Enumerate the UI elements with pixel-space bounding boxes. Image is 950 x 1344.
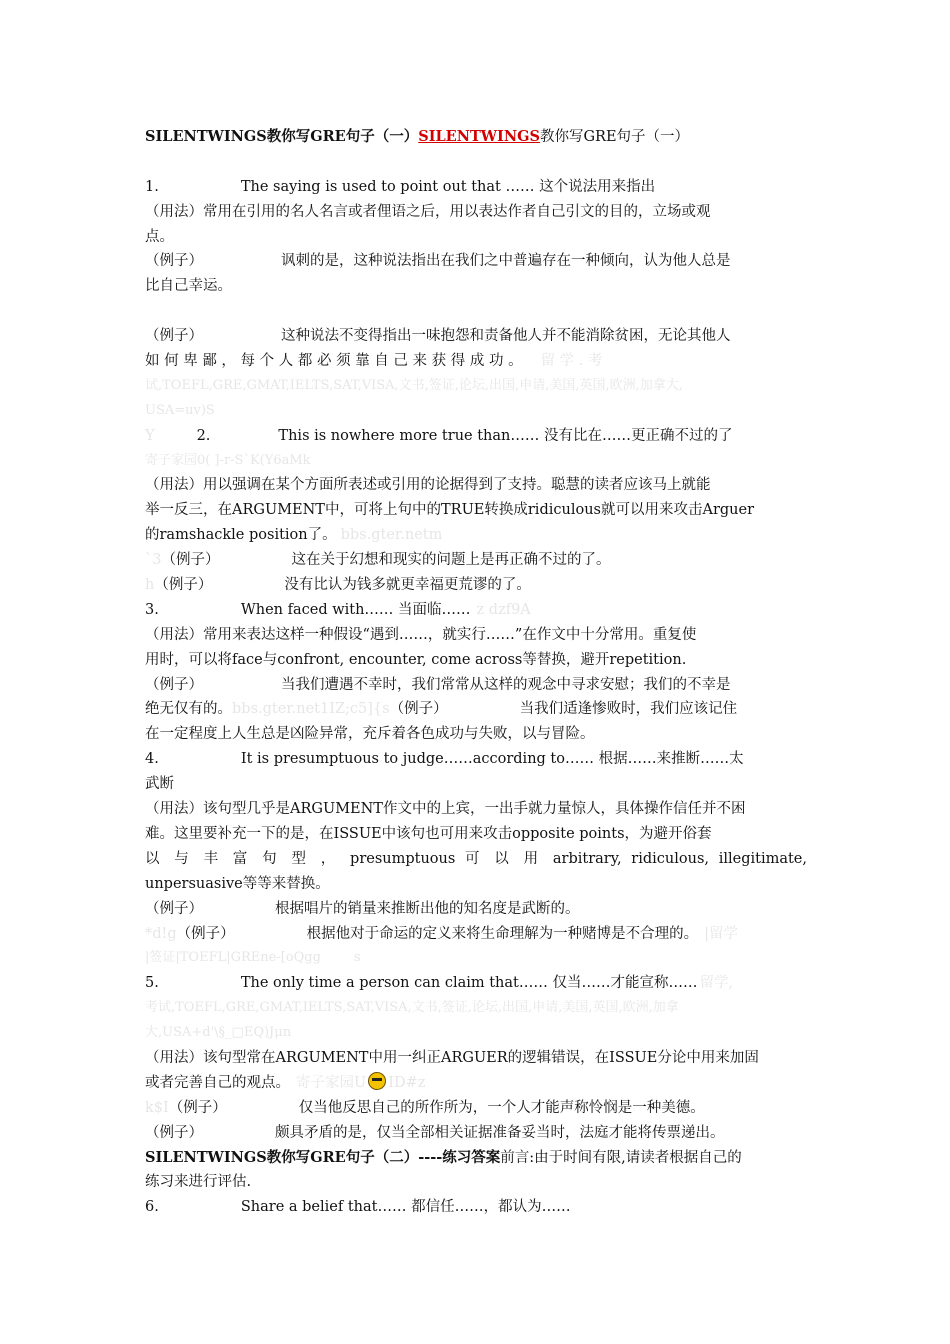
watermark: bbs.gter.netm xyxy=(340,527,443,544)
watermark: |签证|TOEFL|GREne-[oQgg s xyxy=(145,950,361,966)
watermark: 寄子家园0( ]-r-S`K(Y6aMk xyxy=(145,452,311,468)
sentence-1-example-2: （例子） 这种说法不变得指出一味抱怨和责备他人并不能消除贫困，无论其他人 xyxy=(145,328,731,345)
watermark: 试,TOEFL,GRE,GMAT,IELTS,SAT,VISA,文书,签证,论坛,出国,申请,美国,英国,欧洲,加拿大, xyxy=(145,377,683,393)
sentence-2-example-1: `3（例子） 这在关于幻想和现实的问题上是再正确不过的了。 xyxy=(145,552,611,569)
sentence-4-example-1: （例子） 根据唱片的销量来推断出他的知名度是武断的。 xyxy=(145,900,580,917)
sentence-1-usage: （用法）常用在引用的名人名言或者俚语之后，用以表达作者自己引文的目的，立场或观 xyxy=(145,203,711,220)
watermark: 考试,TOEFL,GRE,GMAT,IELTS,SAT,VISA,文书,签证,论坛,出国,申请,美国,英国,欧洲,加拿 xyxy=(145,1000,679,1016)
document-page: SILENTWINGS教你写GRE句子（一）SILENTWINGS教你写GRE句子（一） 1. The saying is used to point out that …… 这个说法用来指出 （用法）常用在引用的名人名言或者俚语之后，用以表达作者自己引文的目的，立场或观 点。 （例子） 讽刺的是，这种说法指出在我们之中普遍存在一种倾向，认为他人总是 比自己幸运。 （例子） 这种说法不变得指出一味抱怨和责备他人并不能消除贫困，无论其他人 如 何 卑 鄙 ， 每 个 人 都 必 须 靠 自 己 来 获 得 成 功 。 留 学 . 考 试,TOEFL,GRE,GMAT,IELTS,SAT,VISA,文书,签证,论坛,出国,申请,美国,英国,欧洲,加拿大, USA=uv)S Y 2. This is nowhere more true than…… 没有比在……更正确不过的了 寄子家园0( ]-r-S`K(Y6aMk （用法）用以强调在某个方面所表述或引用的论据得到了支持。聪慧的读者应该马上就能 举一反三，在ARGUMENT中，可将上句中的TRUE转换成ridiculous就可以用来攻击Arguer 的ramshackle position了。 bbs.gter.netm `3（例子） 这在关于幻想和现实的问题上是再正确不过的了。 h（例子） 没有比认为钱多就更幸福更荒谬的了。 3. When faced with…… 当面临…… z dzf9A （用法）常用来表达这样一种假设“遇到……，就实行……”在作文中十分常用。重复使 用时，可以将face与confront, encounter, come across等替换，避开repetition. （例子） 当我们遭遇不幸时，我们常常从这样的观念中寻求安慰；我们的不幸是 绝无仅有的。bbs.gter.net1IZ;c5]{s（例子） 当我们适逢惨败时，我们应该记住 在一定程度上人生总是凶险异常，充斥着各色成功与失败，以与冒险。 4. It is presumptuous to judge……according to…… 根据……来推断……太 武断 （用法）该句型几乎是ARGUMENT作文中的上宾，一出手就力量惊人，具体操作信任并不困 难。这里要补充一下的是，在ISSUE中该句也可用来攻击opposite points，为避开俗套 以 与 丰 富 句 型 ， presumptuous 可 以 用 arbitrary, ridiculous, illegitimate, unpersuasive等等来替换。 （例子） 根据唱片的销量来推断出他的知名度是武断的。 *d!g（例子） 根据他对于命运的定义来将生命理解为一种赌博是不合理的。 |留学 |签证|TOEFL|GREne-[oQgg s 5. The only time a person can claim that…… 仅当……才能宣称…… 留学, 考试,TOEFL,GRE,GMAT,IELTS,SAT,VISA,文书,签证,论坛,出国,申请,美国,英国,欧洲,加拿 大,USA+d'\§_□EQ)Jμn （用法）该句型常在ARGUMENT中用一纠正ARGUER的逻辑错误，在ISSUE分论中用来加固 或者完善自己的观点。 寄子家园U ID#z k$I（例子） 仅当他反思自己的所作所为，一个人才能声称怜悯是一种美德。 （例子） 颇具矛盾的是，仅当全部相关证据准备妥当时，法庭才能将传票递出。 SILENTWINGS教你写GRE句子（二）----练习答案前言:由于时间有限,请读者根据自己的 练习来进行评估. 6. Share a belief that…… 都信任……，都认为…… xyxy=(145,125,807,1220)
watermark: 留 学 . 考 xyxy=(540,353,603,370)
sentence-1-example-1: （例子） 讽刺的是，这种说法指出在我们之中普遍存在一种倾向，认为他人总是 xyxy=(145,253,731,270)
sentence-2-heading: Y 2. This is nowhere more true than…… 没有比在……更正确不过的了 xyxy=(145,427,733,444)
sentence-5-example-2: （例子） 颇具矛盾的是，仅当全部相关证据准备妥当时，法庭才能将传票递出。 xyxy=(145,1124,725,1141)
smiley-icon xyxy=(368,1072,386,1090)
sentence-2-example-2: h（例子） 没有比认为钱多就更幸福更荒谬的了。 xyxy=(145,577,531,594)
sentence-4-example-2: *d!g（例子） 根据他对于命运的定义来将生命理解为一种赌博是不合理的。 |留学 xyxy=(145,925,739,942)
sentence-3-heading: 3. When faced with…… 当面临…… z dzf9A xyxy=(145,601,531,618)
sentence-3-example-2: 绝无仅有的。bbs.gter.net1IZ;c5]{s（例子） 当我们适逢惨败时，我们应该记住 xyxy=(145,701,738,718)
sentence-4-heading: 4. It is presumptuous to judge……according to…… 根据……来推断……太 xyxy=(145,751,744,768)
sentence-1-heading: 1. The saying is used to point out that …… 这个说法用来指出 xyxy=(145,178,656,195)
sentence-4-usage: （用法）该句型几乎是ARGUMENT作文中的上宾，一出手就力量惊人，具体操作信任并不困 xyxy=(145,801,746,818)
watermark: 大,USA+d'\§_□EQ)Jμn xyxy=(145,1025,292,1041)
doc-title: SILENTWINGS教你写GRE句子（一）SILENTWINGS教你写GRE句子（一） xyxy=(145,128,690,145)
sentence-3-example-1: （例子） 当我们遭遇不幸时，我们常常从这样的观念中寻求安慰；我们的不幸是 xyxy=(145,676,731,693)
sentence-6-heading: 6. Share a belief that…… 都信任……，都认为…… xyxy=(145,1199,571,1216)
sentence-3-usage: （用法）常用来表达这样一种假设“遇到……，就实行……”在作文中十分常用。重复使 xyxy=(145,626,697,643)
watermark: USA=uv)S xyxy=(145,402,215,418)
sentence-5-example-1: k$I（例子） 仅当他反思自己的所作所为，一个人才能声称怜悯是一种美德。 xyxy=(145,1099,705,1116)
sentence-5-heading: 5. The only time a person can claim that…… 仅当……才能宣称…… 留学, xyxy=(145,975,734,992)
sentence-2-usage: （用法）用以强调在某个方面所表述或引用的论据得到了支持。聪慧的读者应该马上就能 xyxy=(145,477,711,494)
section-2-title: SILENTWINGS教你写GRE句子（二）----练习答案前言:由于时间有限,请读者根据自己的 xyxy=(145,1148,742,1166)
sentence-5-usage: （用法）该句型常在ARGUMENT中用一纠正ARGUER的逻辑错误，在ISSUE分论中用来加固 xyxy=(145,1049,759,1066)
title-link[interactable]: SILENTWINGS xyxy=(418,128,540,145)
